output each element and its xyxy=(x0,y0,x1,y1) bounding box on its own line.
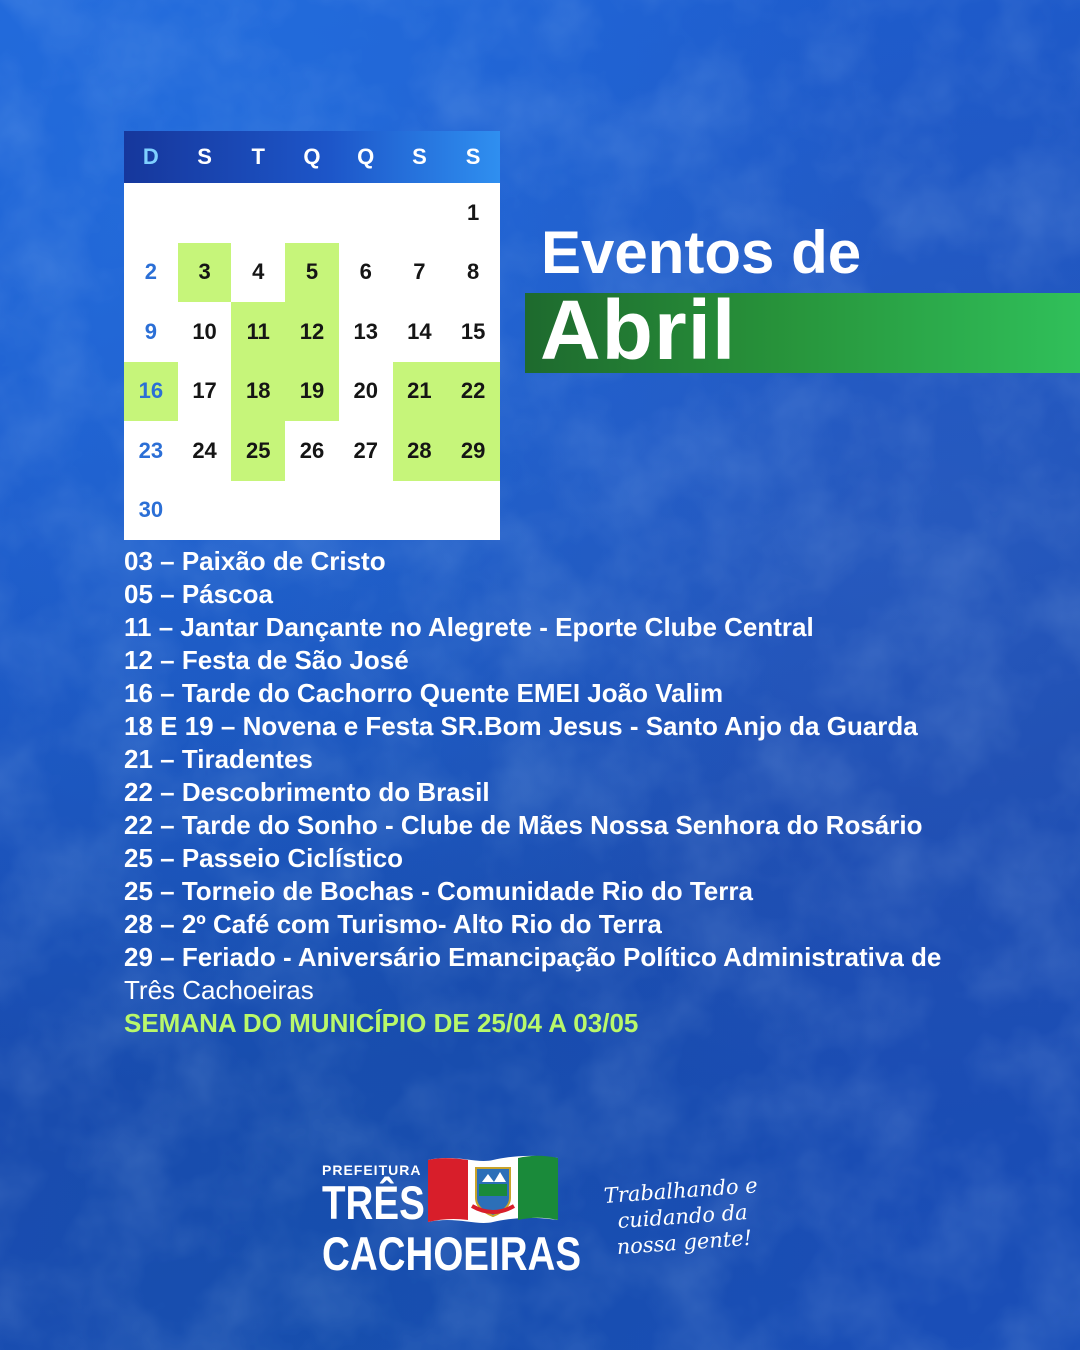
calendar-empty-cell xyxy=(393,481,447,541)
event-item xyxy=(124,545,1024,578)
logo-prefeitura-text: PREFEITURA xyxy=(322,1162,422,1178)
event-title: Novena e Festa SR.Bom Jesus - Santo Anjo da Guarda xyxy=(242,711,918,741)
event-separator: – xyxy=(152,810,182,840)
calendar-day: 14 xyxy=(407,318,432,344)
logo-name-line-1: TRÊS xyxy=(322,1176,425,1229)
calendar xyxy=(124,131,500,540)
calendar-empty-cell xyxy=(339,481,393,541)
slogan-line-3: nossa gente! xyxy=(615,1225,753,1260)
event-separator: – xyxy=(152,942,182,972)
event-separator: – xyxy=(152,744,182,774)
event-item xyxy=(124,710,1024,743)
event-date: 05 xyxy=(124,579,153,609)
event-item xyxy=(124,776,1024,809)
event-separator: – xyxy=(152,843,182,873)
title-line-2: Abril xyxy=(540,283,737,377)
weekday-label: S xyxy=(465,144,481,169)
logo-name-line-2: CACHOEIRAS xyxy=(322,1227,582,1280)
calendar-empty-cell xyxy=(285,481,339,541)
event-date: 16 xyxy=(124,678,153,708)
event-separator: – xyxy=(152,579,182,609)
event-date: 25 xyxy=(124,876,153,906)
event-title: Torneio de Bochas - Comunidade Rio do Terra xyxy=(181,876,753,906)
event-date: 22 xyxy=(124,777,153,807)
event-item xyxy=(124,809,1024,842)
calendar-empty-cell xyxy=(285,183,339,243)
calendar-empty-cell xyxy=(446,481,500,541)
event-title: Descobrimento do Brasil xyxy=(181,777,490,807)
weekday-label: S xyxy=(412,144,427,169)
event-item xyxy=(124,578,1024,611)
calendar-empty-cell xyxy=(231,481,285,541)
event-title: Festa de São José xyxy=(181,645,409,675)
calendar-day: 10 xyxy=(192,318,217,344)
event-date: 12 xyxy=(124,645,153,675)
slogan-line-2: cuidando da xyxy=(616,1200,749,1234)
calendar-empty-cell xyxy=(124,183,178,243)
calendar-day: 7 xyxy=(413,259,426,285)
calendar-empty-cell xyxy=(393,183,447,243)
calendar-day: 19 xyxy=(285,362,339,422)
event-title: Paixão de Cristo xyxy=(181,546,386,576)
event-title: Jantar Dançante no Alegrete - Eporte Clube Central xyxy=(180,612,814,642)
calendar-day: 24 xyxy=(192,437,217,463)
weekday-label: Q xyxy=(303,144,321,169)
event-date: 28 xyxy=(124,909,153,939)
calendar-day: 11 xyxy=(231,302,285,362)
calendar-day: 16 xyxy=(124,362,178,422)
event-separator: – xyxy=(151,612,181,642)
slogan xyxy=(603,1172,762,1261)
event-title: 2º Café com Turismo- Alto Rio do Terra xyxy=(181,909,662,939)
municipality-week-note: SEMANA DO MUNICÍPIO DE 25/04 A 03/05 xyxy=(124,1008,639,1038)
calendar-day: 21 xyxy=(393,362,447,422)
event-date: 21 xyxy=(124,744,153,774)
municipal-flag-icon xyxy=(426,1154,560,1226)
calendar-day: 1 xyxy=(467,199,480,225)
calendar-day: 9 xyxy=(144,318,157,344)
event-item xyxy=(124,644,1024,677)
calendar-day: 8 xyxy=(467,259,480,285)
event-separator: – xyxy=(152,777,182,807)
event-date: 25 xyxy=(124,843,153,873)
event-continuation: Três Cachoeiras xyxy=(124,975,314,1005)
slogan-line-1: Trabalhando e xyxy=(603,1173,759,1208)
calendar-day: 26 xyxy=(299,437,325,463)
calendar-day: 12 xyxy=(285,302,339,362)
weekday-label: S xyxy=(197,144,212,169)
calendar-day: 25 xyxy=(231,421,285,481)
calendar-empty-cell xyxy=(178,183,232,243)
calendar-day: 4 xyxy=(252,259,265,285)
event-item xyxy=(124,941,1024,974)
calendar-day: 15 xyxy=(460,318,486,344)
calendar-day: 3 xyxy=(178,243,232,303)
calendar-day: 22 xyxy=(446,362,500,422)
calendar-empty-cell xyxy=(339,183,393,243)
weekday-label: T xyxy=(251,144,265,169)
calendar-empty-cell xyxy=(178,481,232,541)
title-line-1: Eventos de xyxy=(541,219,862,286)
event-date: 03 xyxy=(124,546,153,576)
calendar-day: 5 xyxy=(285,243,339,303)
event-separator: – xyxy=(152,876,182,906)
event-separator: – xyxy=(213,711,243,741)
calendar-day: 29 xyxy=(446,421,500,481)
event-title: Tiradentes xyxy=(181,744,313,774)
calendar-day: 18 xyxy=(231,362,285,422)
event-title: Passeio Ciclístico xyxy=(181,843,403,873)
calendar-weekday-header xyxy=(124,131,500,183)
event-title: Tarde do Cachorro Quente EMEI João Valim xyxy=(181,678,724,708)
weekday-label: Q xyxy=(357,144,375,169)
event-title: Feriado - Aniversário Emancipação Político Administrativa de xyxy=(181,942,942,972)
event-item xyxy=(124,875,1024,908)
event-date: 11 xyxy=(124,612,152,642)
event-date: 22 xyxy=(124,810,153,840)
event-item xyxy=(124,908,1024,941)
event-separator: – xyxy=(152,645,182,675)
calendar-day: 27 xyxy=(353,437,378,463)
calendar-day: 17 xyxy=(192,378,217,404)
event-date: 29 xyxy=(124,942,153,972)
calendar-day-grid xyxy=(124,183,500,540)
event-item xyxy=(124,611,1024,644)
calendar-empty-cell xyxy=(231,183,285,243)
weekday-label: D xyxy=(142,144,159,169)
event-separator: – xyxy=(152,546,182,576)
events-list xyxy=(124,545,1024,1040)
event-separator: – xyxy=(152,678,182,708)
event-item xyxy=(124,743,1024,776)
event-separator: – xyxy=(152,909,182,939)
calendar-day: 2 xyxy=(144,259,157,285)
calendar-day: 20 xyxy=(353,378,378,404)
calendar-day: 28 xyxy=(393,421,447,481)
calendar-day: 6 xyxy=(359,259,372,285)
event-title: Páscoa xyxy=(181,579,273,609)
event-item xyxy=(124,842,1024,875)
event-date: 18 E 19 xyxy=(124,711,214,741)
calendar-day: 13 xyxy=(353,318,378,344)
event-title: Tarde do Sonho - Clube de Mães Nossa Senhora do Rosário xyxy=(181,810,923,840)
event-item xyxy=(124,677,1024,710)
calendar-day: 23 xyxy=(138,437,164,463)
calendar-day: 30 xyxy=(138,497,164,523)
